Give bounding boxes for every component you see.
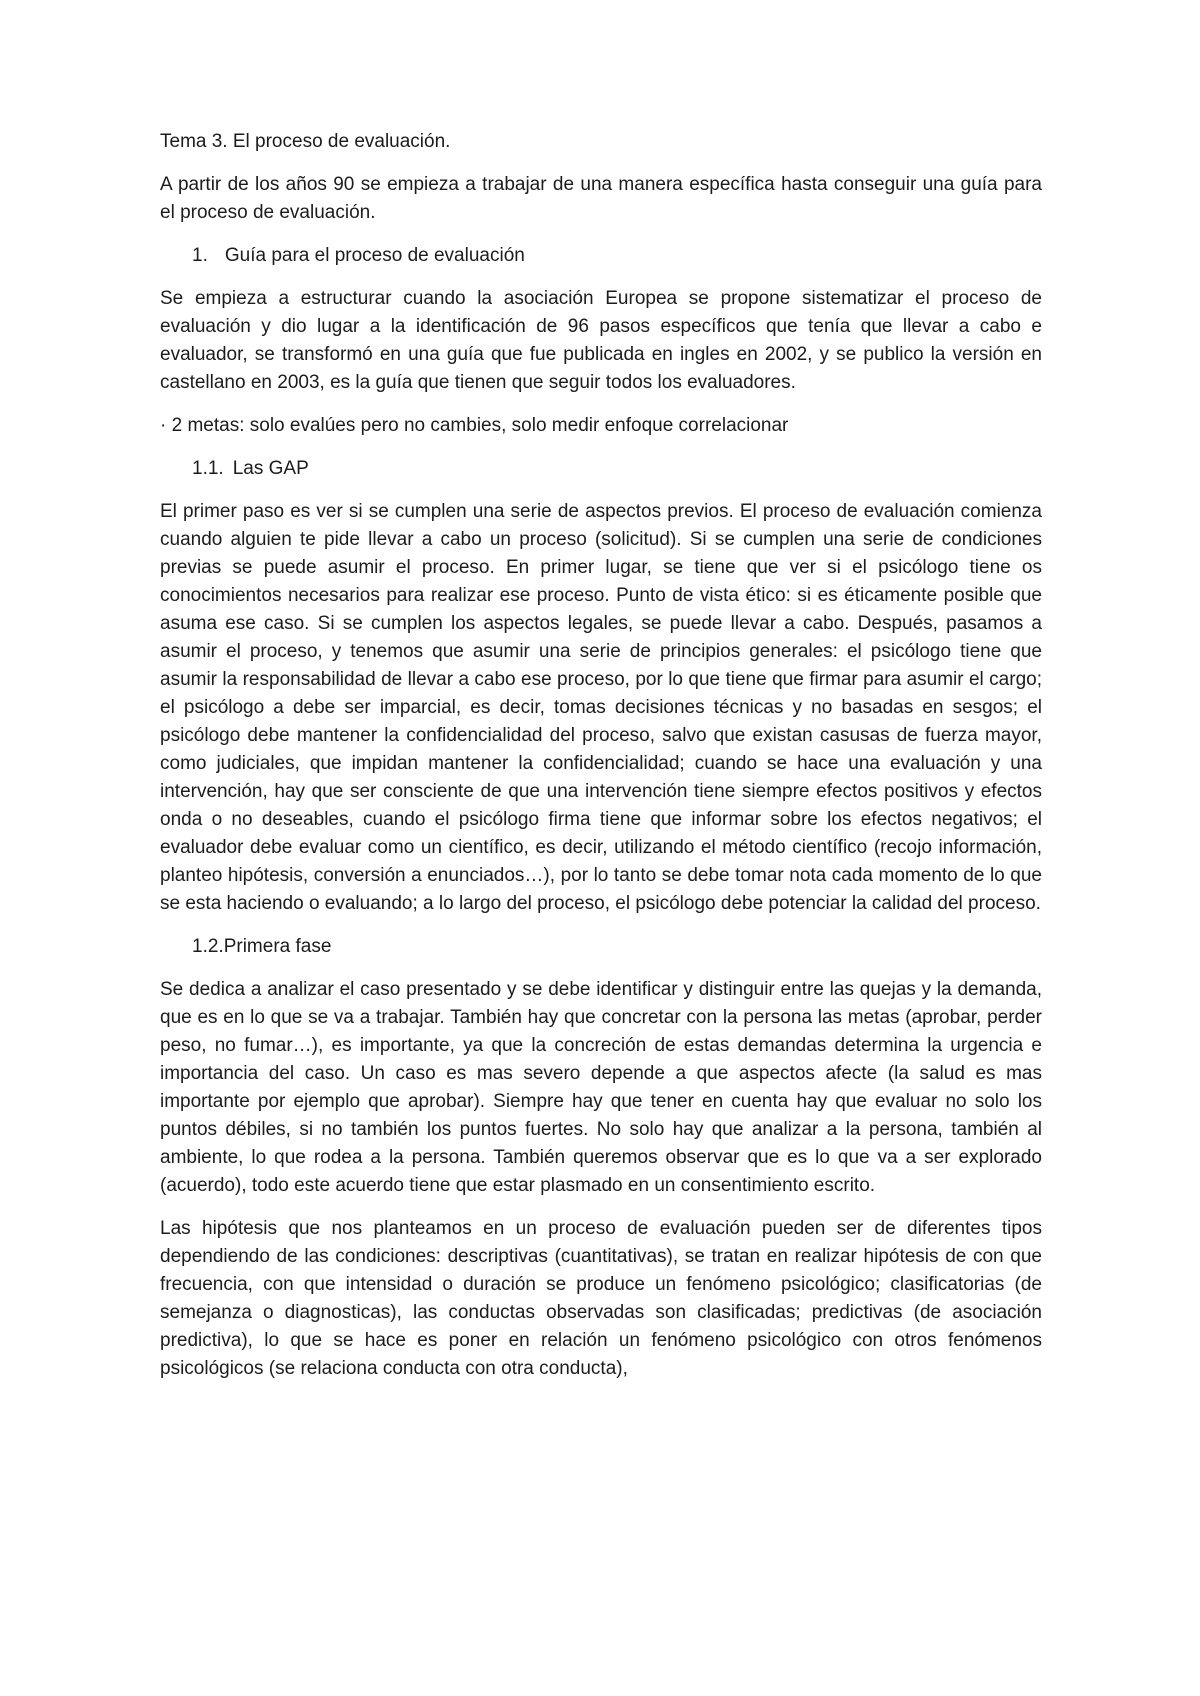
section-1-2-heading	[192, 933, 1042, 961]
section-1-title: Guía para el proceso de evaluación	[224, 245, 525, 266]
intro-paragraph: A partir de los años 90 se empieza a trabajar de una manera específica hasta conseguir una guía para el proceso de evaluación.	[160, 174, 1042, 223]
hipotesis-paragraph: Las hipótesis que nos planteamos en un proceso de evaluación pueden ser de diferentes tipos dependiendo de las condiciones: descriptivas (cuantitativas), se tratan en realizar hipótesis de con que frecuencia, con que intensidad o duración se produce un fenómeno psicológico; clasificatorias (de semejanza o diagnosticas), las conductas observadas son clasificadas; predictivas (de asociación predictiva), lo que se hace es poner en relación un fenómeno psicológico con otros fenómenos psicológicos (se relaciona conducta con otra conducta),	[160, 1218, 1042, 1379]
gap-paragraph: El primer paso es ver si se cumplen una serie de aspectos previos. El proceso de evaluación comienza cuando alguien te pide llevar a cabo un proceso (solicitud). Si se cumplen una serie de condiciones previas se puede asumir el proceso. En primer lugar, se tiene que ver si el psicólogo tiene os conocimientos necesarios para realizar ese proceso. Punto de vista ético: si es éticamente posible que asuma ese caso. Si se cumplen los aspectos legales, se puede llevar a cabo. Después, pasamos a asumir el proceso, y tenemos que asumir una serie de principios generales: el psicólogo tiene que asumir la responsabilidad de llevar a cabo ese proceso, por lo que tiene que firmar para asumir el cargo; el psicólogo a debe ser imparcial, es decir, tomas decisiones técnicas y no basadas en sesgos; el psicólogo debe mantener la confidencialidad del proceso, salvo que existan casusas de fuerza mayor, como judiciales, que impidan mantener la confidencialidad; cuando se hace una evaluación y una intervención, hay que ser consciente de que una intervención tiene siempre efectos positivos y efectos onda o no deseables, cuando el psicólogo firma tiene que informar sobre los efectos negativos; el evaluador debe evaluar como un científico, es decir, utilizando el método científico (recojo información, planteo hipótesis, conversión a enunciados…), por lo tanto se debe tomar nota cada momento de lo que se esta haciendo o evaluando; a lo largo del proceso, el psicólogo debe potenciar la calidad del proceso.	[160, 501, 1042, 914]
section-1-2-number: 1.2.	[192, 936, 224, 957]
document-title: Tema 3. El proceso de evaluación.	[160, 131, 451, 152]
section-1-2-title: Primera fase	[223, 936, 332, 957]
section-1-1-heading	[192, 455, 1042, 483]
metas-bullet: · 2 metas: solo evalúes pero no cambies, solo medir enfoque correlacionar	[160, 415, 789, 436]
section-1-1-title: Las GAP	[232, 458, 309, 479]
section-1-number: 1.	[192, 245, 208, 266]
primera-fase-paragraph: Se dedica a analizar el caso presentado y se debe identificar y distinguir entre las quejas y la demanda, que es en lo que se va a trabajar. También hay que concretar con la persona las metas (aprobar, perder peso, no fumar…), es importante, ya que la concreción de estas demandas determina la urgencia e importancia del caso. Un caso es mas severo depende a que aspectos afecte (la salud es mas importante por ejemplo que aprobar). Siempre hay que tener en cuenta hay que evaluar no solo los puntos débiles, si no también los puntos fuertes. No solo hay que analizar a la persona, también al ambiente, lo que rodea a la persona. También queremos observar que es lo que va a ser explorado (acuerdo), todo este acuerdo tiene que estar plasmado en un consentimiento escrito.	[160, 979, 1042, 1196]
section-1-heading	[192, 242, 1042, 270]
section-1-paragraph: Se empieza a estructurar cuando la asociación Europea se propone sistematizar el proceso de evaluación y dio lugar a la identificación de 96 pasos específicos que tenía que llevar a cabo e evaluador, se transformó en una guía que fue publicada en ingles en 2002, y se publico la versión en castellano en 2003, es la guía que tienen que seguir todos los evaluadores.	[160, 288, 1042, 393]
section-1-1-number: 1.1.	[192, 458, 224, 479]
